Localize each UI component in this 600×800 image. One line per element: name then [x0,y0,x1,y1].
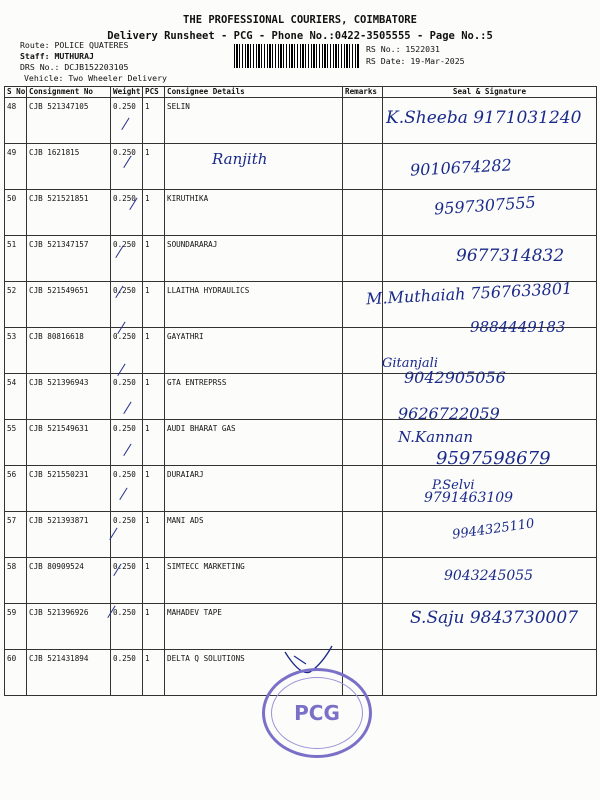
col-remarks: Remarks [343,87,383,98]
cell-consignee: SIMTECC MARKETING [165,558,343,604]
cell-sno: 51 [5,236,27,282]
route-info: Route: POLICE QUATERES [20,40,129,50]
handwritten-signature: K.Sheeba 9171031240 [386,108,582,128]
cell-pcs: 1 [143,604,165,650]
col-seal-signature: Seal & Signature [383,87,597,98]
cell-consignee: DURAIARJ [165,466,343,512]
cell-pcs: 1 [143,466,165,512]
handwritten-signature: S.Saju 9843730007 [410,608,579,628]
cell-sno: 50 [5,190,27,236]
cell-consignee: MANI ADS [165,512,343,558]
handwritten-signature: 9791463109 [424,490,514,506]
cell-weight: 0.250 [111,558,143,604]
cell-sno: 57 [5,512,27,558]
cell-consignee: KIRUTHIKA [165,190,343,236]
cell-weight: 0.250 [111,144,143,190]
runsheet-subtitle: Delivery Runsheet - PCG - Phone No.:0422-3505555 - Page No.:5 [107,30,493,42]
handwritten-signature: 9597307555 [433,192,537,219]
cell-remarks [343,466,383,512]
cell-remarks [343,512,383,558]
col-consignee: Consignee Details [165,87,343,98]
cell-pcs: 1 [143,650,165,696]
cell-pcs: 1 [143,512,165,558]
cell-consignee: GAYATHRI [165,328,343,374]
cell-weight: 0.250 [111,650,143,696]
cell-sno: 59 [5,604,27,650]
cell-sno: 53 [5,328,27,374]
cell-remarks [343,98,383,144]
col-sno: S No [5,87,27,98]
cell-pcs: 1 [143,420,165,466]
barcode [234,44,360,68]
handwritten-signature: M.Muthaiah 7567633801 [365,278,573,309]
cell-sno: 60 [5,650,27,696]
table-header-row [5,87,597,98]
cell-sno: 49 [5,144,27,190]
table-row [5,374,597,420]
handwritten-signature: 9043245055 [444,568,534,584]
handwritten-signature: 9677314832 [456,246,565,266]
cell-consignment: CJB 80816618 [27,328,111,374]
cell-consignee: DELTA Q SOLUTIONS [165,650,343,696]
cell-consignment: CJB 521549651 [27,282,111,328]
cell-remarks [343,328,383,374]
staff-info: Staff: MUTHURAJ [20,51,94,61]
stamp-inner-ring [271,677,363,749]
cell-weight: 0.250 [111,604,143,650]
cell-weight: 0.250 [111,466,143,512]
cell-weight: 0.250 [111,328,143,374]
cell-consignment: CJB 80909524 [27,558,111,604]
handwritten-signature: 9944325110 [451,516,536,543]
cell-consignment: CJB 521550231 [27,466,111,512]
cell-weight: 0.250 [111,374,143,420]
handwritten-name: Ranjith [212,150,268,168]
cell-signature [383,650,597,696]
handwritten-name: Gitanjali [382,356,438,371]
cell-remarks [343,374,383,420]
cell-remarks [343,604,383,650]
cell-consignment: CJB 521396943 [27,374,111,420]
cell-consignee: MAHADEV TAPE [165,604,343,650]
cell-consignee: LLAITHA HYDRAULICS [165,282,343,328]
cell-consignment: CJB 521347105 [27,98,111,144]
cell-consignment: CJB 521347157 [27,236,111,282]
handwritten-signature: 9042905056 [404,368,506,387]
col-consignment: Consignment No [27,87,111,98]
cell-consignment: CJB 521431894 [27,650,111,696]
drs-info: DRS No.: DCJB152203105 [20,62,129,72]
runsheet-table [4,86,597,696]
cell-consignee: AUDI BHARAT GAS [165,420,343,466]
cell-pcs: 1 [143,374,165,420]
cell-sno: 48 [5,98,27,144]
rs-date: RS Date: 19-Mar-2025 [366,56,465,66]
rs-number: RS No.: 1522031 [366,44,440,54]
cell-consignee: GTA ENTREPRSS [165,374,343,420]
cell-sno: 52 [5,282,27,328]
cell-sno: 55 [5,420,27,466]
cell-weight: 0.250 [111,512,143,558]
cell-consignment: CJB 521549631 [27,420,111,466]
cell-weight: 0.250 [111,420,143,466]
cell-pcs: 1 [143,328,165,374]
cell-remarks [343,558,383,604]
handwritten-signature: 9010674282 [409,155,513,180]
handwritten-signature: 9626722059 [398,404,500,423]
cell-remarks [343,190,383,236]
handwritten-name: N.Kannan [398,428,474,446]
cell-pcs: 1 [143,190,165,236]
cell-sno: 58 [5,558,27,604]
cell-weight: 0.250 [111,98,143,144]
company-title: THE PROFESSIONAL COURIERS, COIMBATORE [183,14,417,26]
cell-remarks [343,420,383,466]
cell-pcs: 1 [143,236,165,282]
vehicle-info: Vehicle: Two Wheeler Delivery [24,73,167,83]
cell-consignment: CJB 1621815 [27,144,111,190]
pcg-stamp [262,668,372,758]
cell-weight: 0.250 [111,190,143,236]
cell-pcs: 1 [143,144,165,190]
cell-sno: 54 [5,374,27,420]
cell-weight: 0.250 [111,236,143,282]
cell-pcs: 1 [143,558,165,604]
col-pcs: PCS [143,87,165,98]
cell-consignee: SELIN [165,98,343,144]
handwritten-signature: 9884449183 [470,318,566,336]
cell-weight: 0.250 [111,282,143,328]
handwritten-name: P.Selvi [432,478,475,493]
stamp-text: PCG [294,701,340,725]
cell-pcs: 1 [143,282,165,328]
cell-consignee: SOUNDARARAJ [165,236,343,282]
col-weight: Weight [111,87,143,98]
cell-remarks [343,236,383,282]
cell-consignment: CJB 521396926 [27,604,111,650]
cell-sno: 56 [5,466,27,512]
cell-pcs: 1 [143,98,165,144]
cell-consignment: CJB 521521851 [27,190,111,236]
cell-remarks [343,144,383,190]
handwritten-signature: 9597598679 [436,448,551,469]
cell-consignment: CJB 521393871 [27,512,111,558]
